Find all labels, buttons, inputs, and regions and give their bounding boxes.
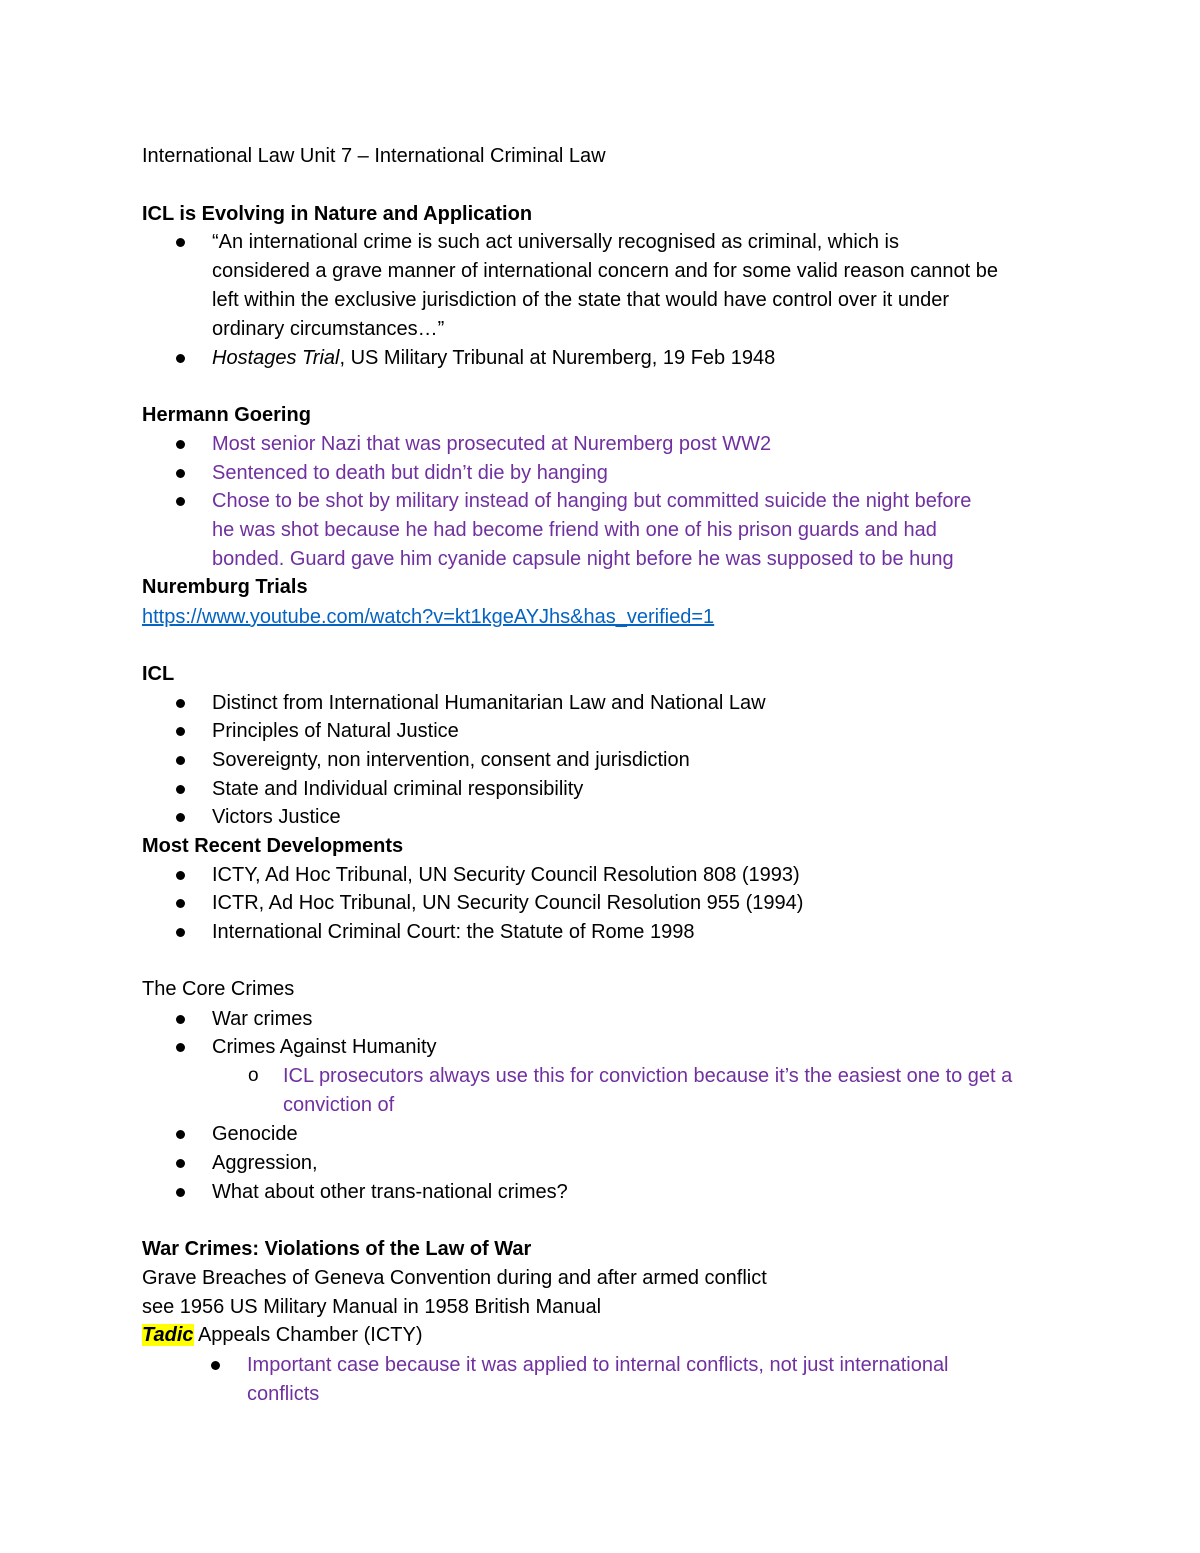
list-item: State and Individual criminal responsibility [212,778,584,800]
bullet-icon [176,1015,185,1024]
bullet-icon [176,756,185,765]
list-item: ICTR, Ad Hoc Tribunal, UN Security Council Resolution 955 (1994) [212,892,804,914]
body-line: see 1956 US Military Manual in 1958 British Manual [142,1296,602,1318]
note-item: he was shot because he had become friend with one of his prison guards and had [212,519,937,541]
quote-line: left within the exclusive jurisdiction of the state that would have control over it under [212,289,950,311]
section-heading-recent-developments: Most Recent Developments [142,835,404,857]
bullet-icon [176,1188,185,1197]
note-item: conviction of [283,1094,395,1116]
bullet-icon [176,899,185,908]
case-citation [212,344,775,372]
section-heading-goering: Hermann Goering [142,404,311,426]
list-item: Genocide [212,1123,298,1145]
list-item: Crimes Against Humanity [212,1036,437,1058]
bullet-icon [176,1043,185,1052]
list-item: Sovereignty, non intervention, consent and jurisdiction [212,749,690,771]
bullet-icon [211,1361,220,1370]
list-item: Aggression, [212,1152,318,1174]
body-line: Grave Breaches of Geneva Convention during and after armed conflict [142,1267,767,1289]
bullet-icon [176,699,185,708]
bullet-icon [176,440,185,449]
note-item: Chose to be shot by military instead of hanging but committed suicide the night before [212,490,972,512]
case-detail: Appeals Chamber (ICTY) [193,1324,423,1346]
list-item: Principles of Natural Justice [212,720,459,742]
section-heading-war-crimes: War Crimes: Violations of the Law of War [142,1238,532,1260]
note-item: conflicts [247,1383,320,1405]
quote-line: “An international crime is such act universally recognised as criminal, which is [212,231,899,253]
bullet-icon [176,354,185,363]
section-heading-nuremburg: Nuremburg Trials [142,576,308,598]
list-item: International Criminal Court: the Statute of Rome 1998 [212,921,695,943]
note-item: Sentenced to death but didn’t die by hanging [212,462,608,484]
bullet-icon [176,928,185,937]
list-item: Victors Justice [212,806,341,828]
quote-line: considered a grave manner of international concern and for some valid reason cannot be [212,260,999,282]
list-item: Distinct from International Humanitarian Law and National Law [212,692,766,714]
case-detail: , US Military Tribunal at Nuremberg, 19 Feb 1948 [339,347,776,369]
note-item: bonded. Guard gave him cyanide capsule night before he was supposed to be hung [212,548,954,570]
bullet-icon [176,871,185,880]
bullet-icon [176,238,185,247]
note-item: ICL prosecutors always use this for conviction because it’s the easiest one to get a [283,1065,1013,1087]
bullet-icon [176,1159,185,1168]
list-item: ICTY, Ad Hoc Tribunal, UN Security Council Resolution 808 (1993) [212,864,800,886]
section-heading-icl-evolving: ICL is Evolving in Nature and Application [142,203,533,225]
sub-bullet-icon: o [248,1065,259,1086]
highlighted-case-name: Tadic [142,1324,194,1346]
list-item: War crimes [212,1008,313,1030]
section-heading-icl: ICL [142,663,175,685]
quote-line: ordinary circumstances…” [212,318,445,340]
document-title: International Law Unit 7 – International Criminal Law [142,145,606,167]
bullet-icon [176,469,185,478]
note-item: Most senior Nazi that was prosecuted at Nuremberg post WW2 [212,433,772,455]
note-item: Important case because it was applied to internal conflicts, not just international [247,1354,949,1376]
case-citation [142,1321,422,1349]
youtube-link[interactable]: https://www.youtube.com/watch?v=kt1kgeAYJhs&has_verified=1 [142,606,715,628]
bullet-icon [176,813,185,822]
section-heading-core-crimes: The Core Crimes [142,978,295,1000]
list-item: What about other trans-national crimes? [212,1181,568,1203]
bullet-icon [176,785,185,794]
bullet-icon [176,1130,185,1139]
bullet-icon [176,727,185,736]
bullet-icon [176,497,185,506]
case-name: Hostages Trial [212,347,340,369]
